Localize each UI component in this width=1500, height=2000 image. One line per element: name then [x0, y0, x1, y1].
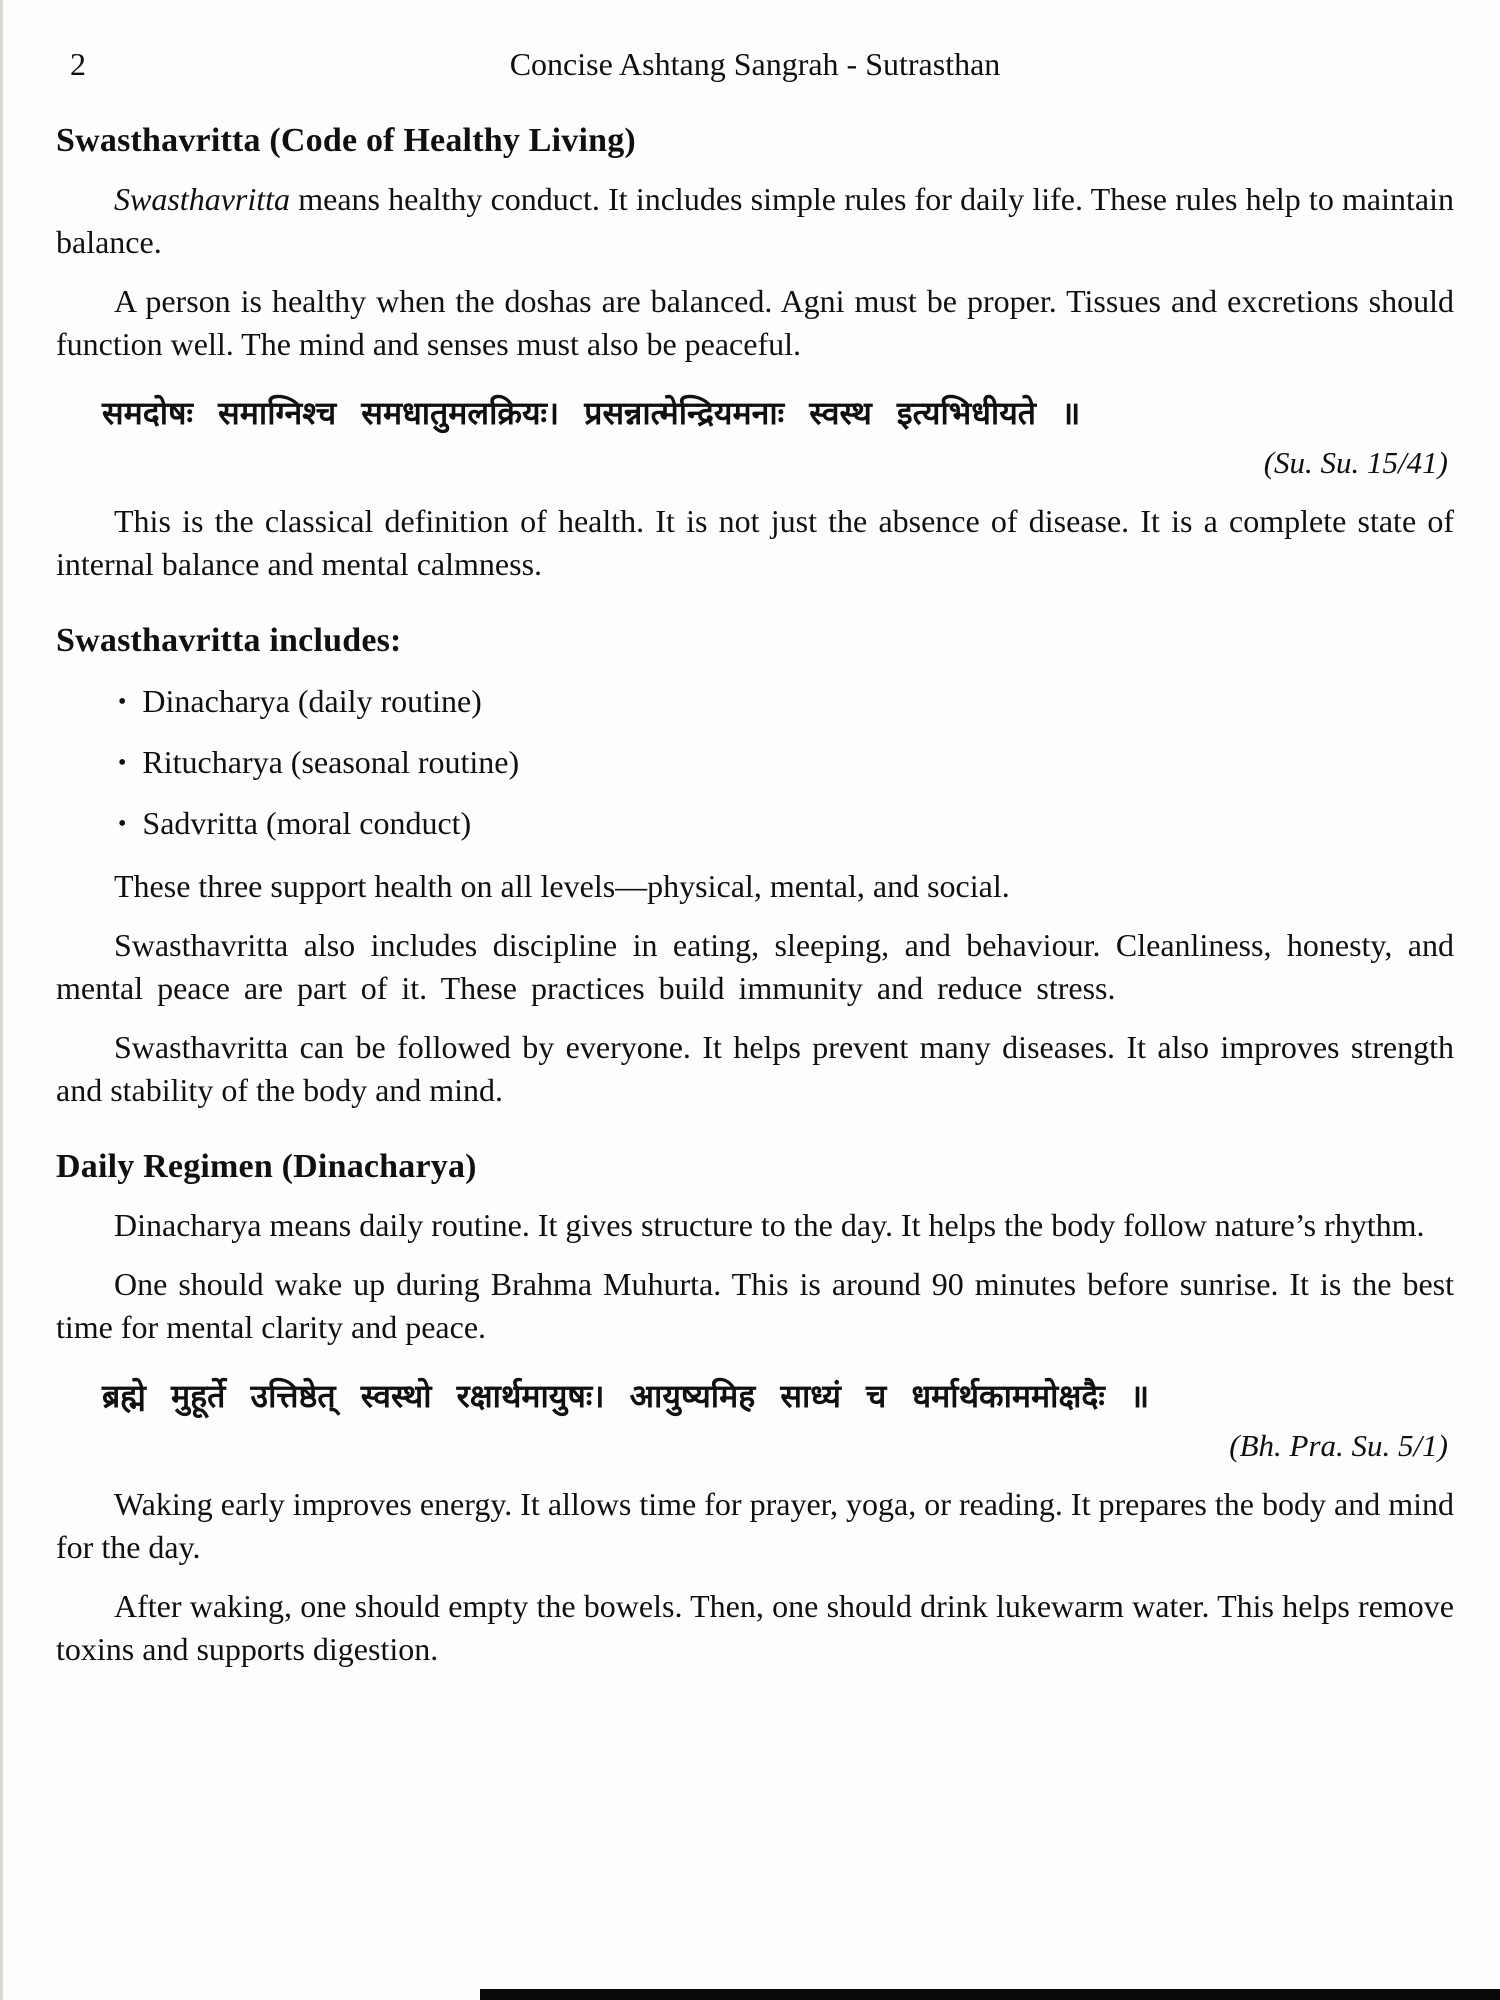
- scan-edge-shadow: [0, 0, 3, 2000]
- running-head: [56, 42, 1454, 86]
- list-item-label: Dinacharya (daily routine): [142, 683, 482, 719]
- paragraph-waking-early: Waking early improves energy. It allows time for prayer, yoga, or reading. It prepares the body and mind for the day.: [56, 1486, 1454, 1565]
- paragraph-followed-by-everyone: Swasthavritta can be followed by everyone. It helps prevent many diseases. It also improves strength and stability of the body and mind.: [56, 1029, 1454, 1108]
- paragraph-after-waking: After waking, one should empty the bowels. Then, one should drink lukewarm water. This helps remove toxins and supports digestion.: [56, 1588, 1454, 1667]
- section-heading-daily-regimen: Daily Regimen (Dinacharya): [56, 1148, 477, 1185]
- swasthavritta-bullet-list: [56, 680, 1454, 849]
- paragraph-healthy-person: A person is healthy when the doshas are balanced. Agni must be proper. Tissues and excretions should function well. The mind and senses must also be peaceful.: [56, 283, 1454, 362]
- paragraph-classical-definition: This is the classical definition of health. It is not just the absence of disease. It is a complete state of internal balance and mental calmness.: [56, 503, 1454, 582]
- paragraph-brahma-muhurta: One should wake up during Brahma Muhurta. This is around 90 minutes before sunrise. It is the best time for mental clarity and peace.: [56, 1266, 1454, 1345]
- bullet-icon: •: [118, 811, 127, 837]
- paragraph-three-support: These three support health on all levels—physical, mental, and social.: [114, 868, 1010, 904]
- paragraph-text: means healthy conduct. It includes simple rules for daily life. These rules help to maintain balance.: [56, 181, 1454, 260]
- list-item-ritucharya: [118, 741, 1454, 788]
- italic-term-swasthavritta: Swasthavritta: [114, 181, 291, 217]
- list-item-sadvritta: [118, 802, 1454, 849]
- verse-citation-bh-pra-su: (Bh. Pra. Su. 5/1): [1229, 1428, 1448, 1463]
- running-title: Concise Ashtang Sangrah - Sutrasthan: [509, 46, 1001, 82]
- list-item-dinacharya: [118, 680, 1454, 727]
- list-item-label: Ritucharya (seasonal routine): [142, 744, 520, 780]
- bullet-icon: •: [118, 750, 127, 776]
- section-heading-includes: Swasthavritta includes:: [56, 622, 402, 659]
- sanskrit-verse-health-definition: समदोषः समाग्निश्च समधातुमलक्रियः। प्रसन्नात्मेन्द्रियमनाः स्वस्थ इत्यभिधीयते ॥: [102, 394, 1081, 432]
- bullet-icon: •: [118, 689, 127, 715]
- verse-citation-su-su: (Su. Su. 15/41): [1263, 445, 1448, 480]
- sanskrit-verse-brahma-muhurta: ब्रह्मे मुहूर्ते उत्तिष्ठेत् स्वस्थो रक्षार्थमायुषः। आयुष्यमिह साध्यं च धर्मार्थकाममोक्षदैः ॥: [102, 1377, 1150, 1415]
- paragraph-swasthavritta-definition: [56, 178, 1454, 264]
- section-heading-swasthavritta: Swasthavritta (Code of Healthy Living): [56, 122, 636, 159]
- scan-artifact-bar: [480, 1989, 1500, 2000]
- paragraph-discipline: Swasthavritta also includes discipline in eating, sleeping, and behaviour. Cleanliness, honesty, and mental peace are part of it. These practices build immunity and reduce stress.: [56, 927, 1454, 1006]
- page-number: 2: [70, 46, 86, 82]
- list-item-label: Sadvritta (moral conduct): [142, 805, 472, 841]
- paragraph-dinacharya-meaning: Dinacharya means daily routine. It gives structure to the day. It helps the body follow nature’s rhythm.: [114, 1207, 1425, 1243]
